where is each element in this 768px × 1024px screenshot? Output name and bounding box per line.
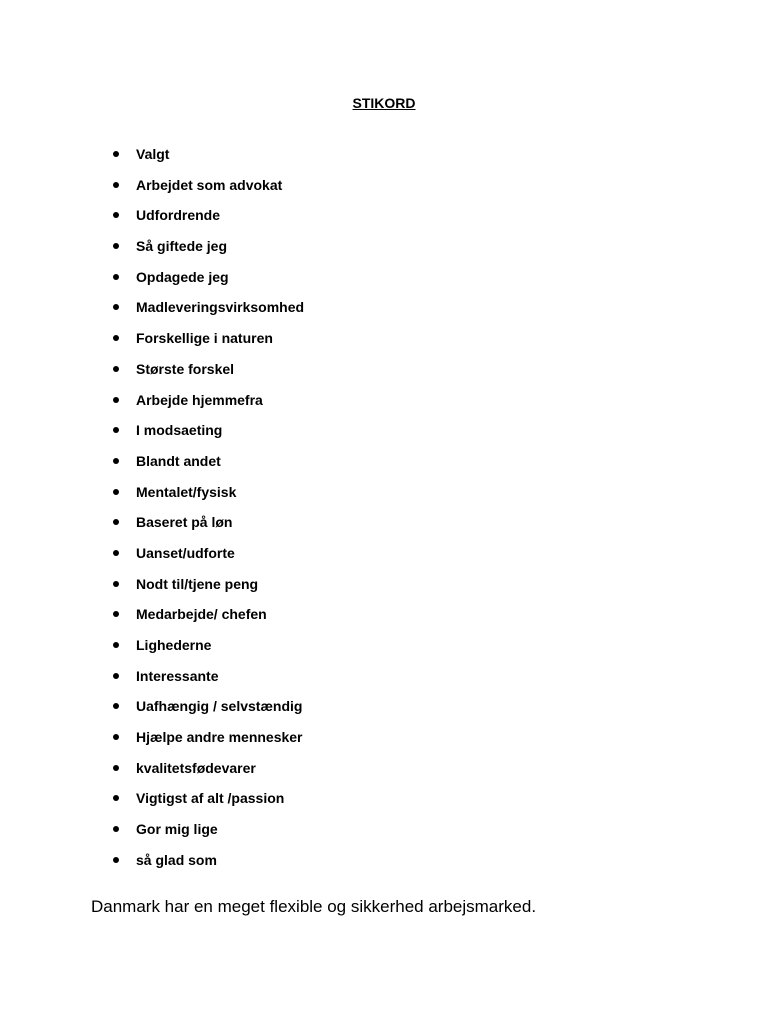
bullet-icon [113,642,119,648]
bullet-icon [113,335,119,341]
bullet-icon [113,765,119,771]
bullet-icon [113,581,119,587]
document-title: STIKORD [352,95,416,111]
bullet-icon [113,458,119,464]
bullet-icon [113,673,119,679]
bullet-icon [113,795,119,801]
list-item-text: Mentalet/fysisk [136,483,237,500]
list-item-text: Baseret på løn [136,514,233,531]
list-item-text: så glad som [136,851,217,868]
bullet-icon [113,182,119,188]
bullet-icon [113,397,119,403]
list-item-text: Arbejdet som advokat [136,176,283,193]
list-item-text: Så giftede jeg [136,238,228,255]
bullet-icon [113,366,119,372]
body-paragraph: Danmark har en meget flexible og sikkerhed arbejsmarked. [91,897,537,916]
list-item-text: Interessante [136,667,219,684]
list-item-text: Forskellige i naturen [136,330,273,347]
list-item-text: Madleveringsvirksomhed [136,299,305,316]
bullet-icon [113,243,119,249]
bullet-icon [113,857,119,863]
list-item-text: Opdagede jeg [136,268,229,285]
list-item-text: Udfordrende [136,207,220,224]
bullet-icon [113,611,119,617]
bullet-icon [113,489,119,495]
bullet-icon [113,274,119,280]
list-item-text: Vigtigst af alt /passion [136,790,285,807]
list-item-text: Arbejde hjemmefra [136,391,263,408]
list-item-text: Gor mig lige [136,821,218,838]
bullet-icon [113,550,119,556]
list-item-text: Uanset/udforte [136,544,235,561]
list-item-text: Lighederne [136,637,212,653]
bullet-icon [113,151,119,157]
list-item-text: Største forskel [136,360,235,377]
list-item-text: Hjælpe andre mennesker [136,729,303,746]
list-item-text: kvalitetsfødevarer [136,759,256,776]
list-item-text: Blandt andet [136,452,221,469]
bullet-icon [113,519,119,525]
bullet-icon [113,703,119,709]
list-item-text: Valgt [136,146,170,162]
bullet-icon [113,826,119,832]
bullet-icon [113,427,119,433]
list-item-text: Uafhængig / selvstændig [136,698,303,715]
bullet-icon [113,212,119,218]
bullet-icon [113,304,119,310]
list-item-text: I modsaeting [136,422,223,439]
bullet-icon [113,734,119,740]
list-item-text: Nodt til/tjene peng [136,575,259,592]
list-item-text: Medarbejde/ chefen [136,606,267,623]
